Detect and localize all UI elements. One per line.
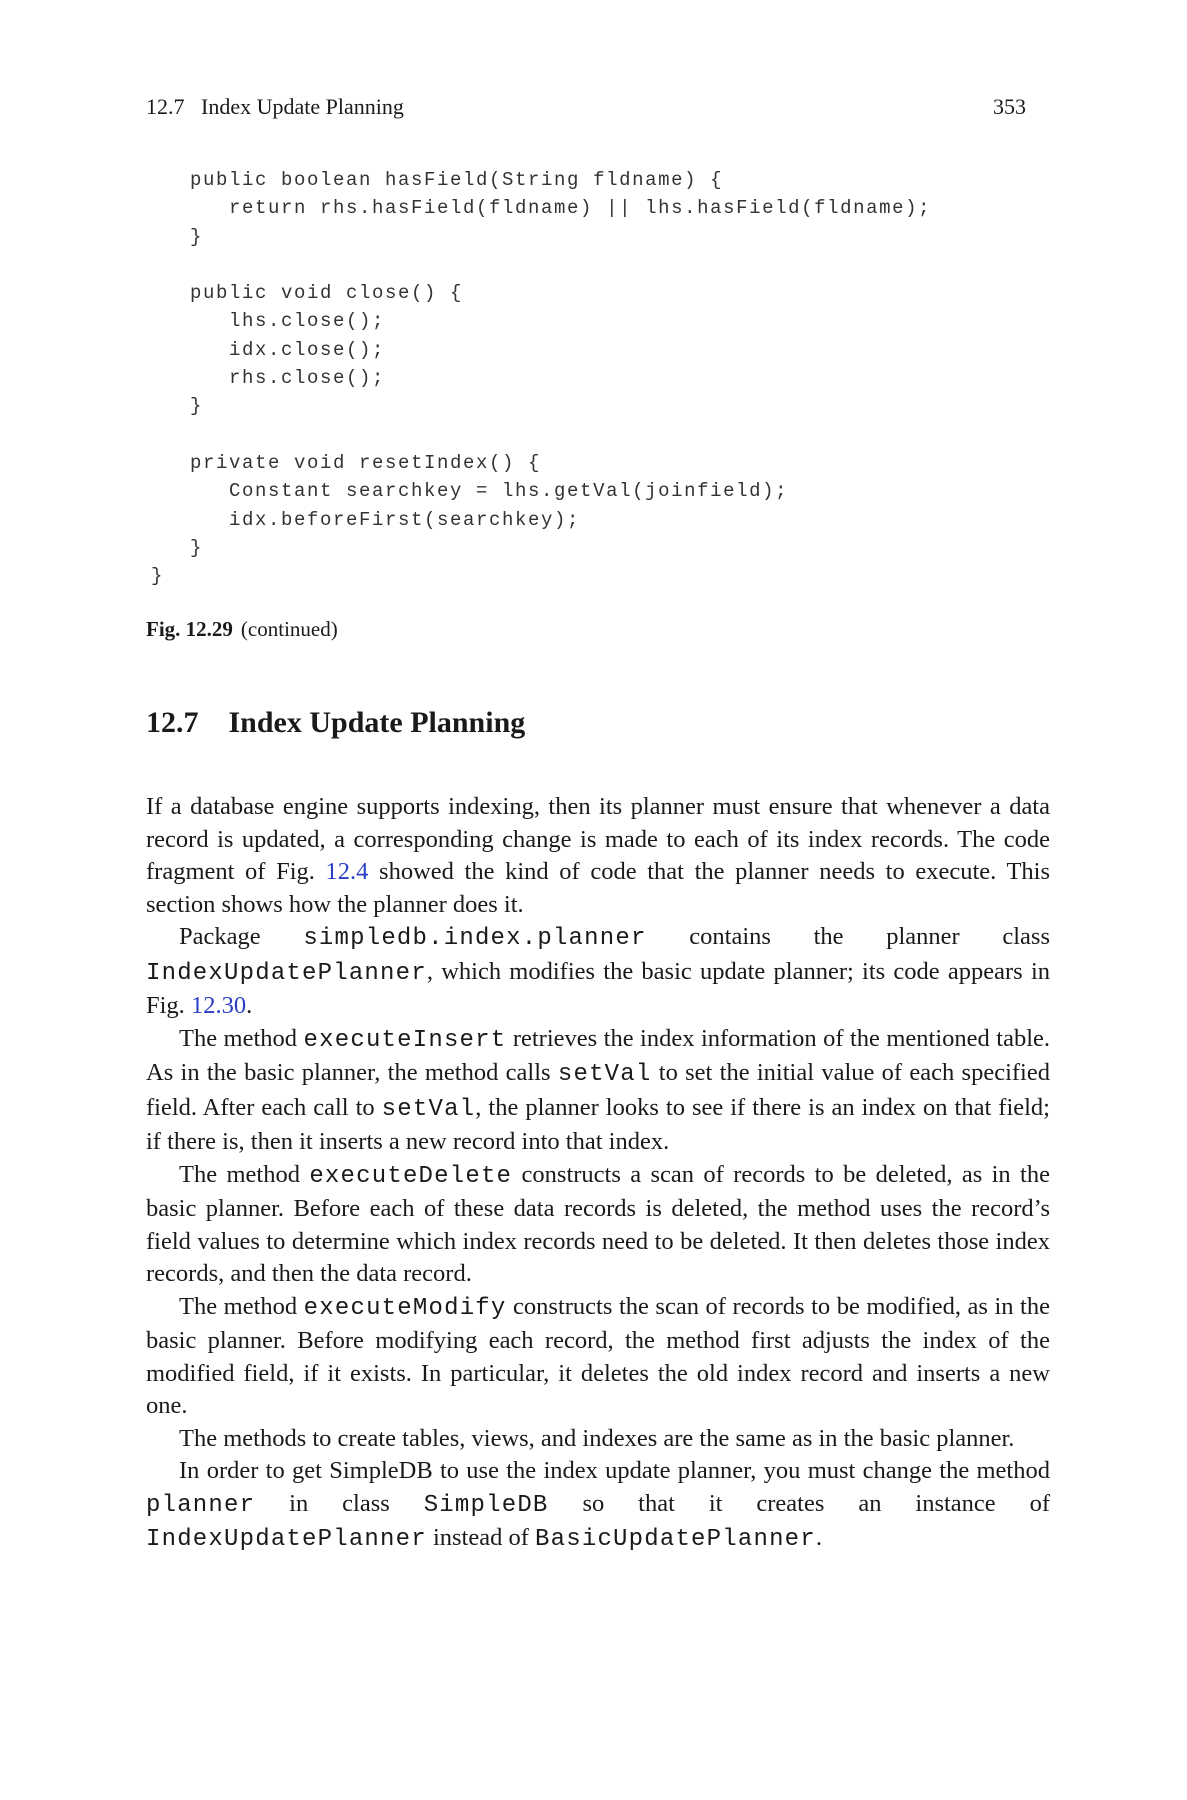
inline-code: IndexUpdatePlanner xyxy=(146,1526,427,1553)
code-line: return rhs.hasField(fldname) || lhs.hasField(fldname); xyxy=(151,197,932,220)
code-line: public boolean hasField(String fldname) { xyxy=(151,169,724,191)
figure-caption xyxy=(146,617,338,642)
page-number: 353 xyxy=(993,94,1026,119)
paragraph xyxy=(146,1291,1050,1423)
code-line: } xyxy=(151,225,204,248)
text: . xyxy=(246,992,253,1019)
section-number: 12.7 xyxy=(146,706,199,739)
figure-link[interactable]: 12.30 xyxy=(190,992,247,1019)
figure-link[interactable]: 12.4 xyxy=(325,858,369,885)
code-line: Constant searchkey = lhs.getVal(joinfield); xyxy=(151,480,789,503)
running-header-section: 12.7 Index Update Planning xyxy=(146,94,404,119)
text: showed the kind of code that the planner needs to execute. This section shows how the planner does it. xyxy=(146,858,1050,918)
code-line: public void close() { xyxy=(151,282,464,305)
text: If a database engine supports indexing, then its planner must ensure that whenever a data record is updated, a corresponding change is made to each of its index records. The code fragment of Fig. xyxy=(146,793,1050,885)
code-line: private void resetIndex() { xyxy=(151,451,542,474)
inline-code: BasicUpdatePlanner xyxy=(535,1526,816,1553)
inline-code: IndexUpdatePlanner xyxy=(146,959,427,987)
text: The method xyxy=(179,1292,304,1320)
text: in class xyxy=(255,1489,424,1517)
code-line xyxy=(151,421,931,449)
text: contains the planner class xyxy=(646,923,1050,950)
inline-code: executeInsert xyxy=(303,1026,507,1054)
code-line: rhs.close(); xyxy=(151,367,386,390)
text: to set the initial value of each specified field. After each call to xyxy=(146,1059,1050,1121)
text: constructs the scan of records to be modified, as in the basic planner. Before modifying each record, the method first adjusts the index of the modified field, if it exists. In particular, it deletes the old index record and inserts a new one. xyxy=(146,1292,1050,1419)
code-line: } xyxy=(151,395,204,418)
code-line: idx.close(); xyxy=(151,338,386,361)
paragraph xyxy=(146,1023,1050,1159)
section-title: Index Update Planning xyxy=(228,706,526,739)
text: constructs a scan of records to be deleted, as in the basic planner. Before each of these data records is deleted, the method uses the record’s field values to determine which index records need to be deleted. It then deletes those index records, and then the data record. xyxy=(146,1160,1050,1287)
inline-code: executeDelete xyxy=(309,1162,513,1190)
inline-code: simpledb.index.planner xyxy=(303,925,647,952)
section-heading xyxy=(146,706,525,740)
code-line: } xyxy=(151,536,204,559)
inline-code: setVal xyxy=(381,1095,476,1123)
code-listing xyxy=(151,166,931,590)
figure-label: Fig. 12.29 xyxy=(146,617,233,641)
inline-code: executeModify xyxy=(303,1294,507,1322)
paragraph xyxy=(146,921,1050,1023)
text: . xyxy=(815,1524,822,1551)
text: The methods to create tables, views, and indexes are the same as in the basic planner. xyxy=(179,1424,1015,1452)
code-line: } xyxy=(151,565,165,588)
paragraph xyxy=(146,1159,1050,1291)
text: , which modifies the basic update planner; its code appears in Fig. xyxy=(146,957,1050,1019)
paragraph xyxy=(146,1455,1050,1557)
inline-code: planner xyxy=(146,1491,256,1519)
text: retrieves the index information of the mentioned table. As in the basic planner, the method calls xyxy=(146,1024,1051,1086)
inline-code: SimpleDB xyxy=(423,1491,549,1519)
running-header xyxy=(146,94,1050,120)
text: The method xyxy=(179,1160,310,1188)
text: The method xyxy=(179,1024,304,1052)
figure-caption-text: (continued) xyxy=(240,617,338,641)
text: In order to get SimpleDB to use the index update planner, you must change the method xyxy=(179,1457,1050,1484)
text: instead of xyxy=(426,1524,536,1551)
code-line: lhs.close(); xyxy=(151,310,386,333)
code-line xyxy=(151,251,931,279)
code-line: idx.beforeFirst(searchkey); xyxy=(151,508,581,531)
text: so that it creates an instance of xyxy=(548,1489,1050,1517)
text: , the planner looks to see if there is an index on that field; if there is, then it inserts a new record into that index. xyxy=(146,1093,1050,1155)
paragraph xyxy=(146,791,1050,921)
body-text xyxy=(146,791,1050,1557)
paragraph xyxy=(146,1423,1050,1456)
text: Package xyxy=(179,923,304,950)
inline-code: setVal xyxy=(557,1061,652,1088)
